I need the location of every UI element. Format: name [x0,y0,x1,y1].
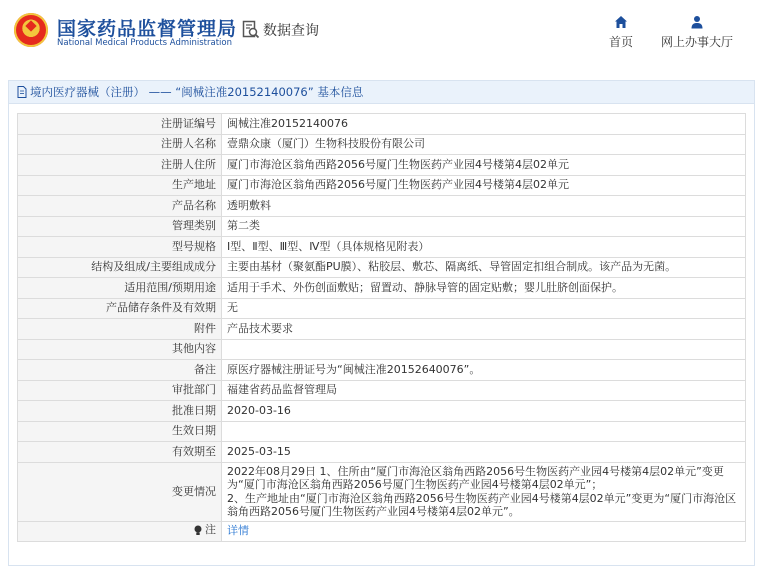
row-value: 产品技术要求 [222,319,746,340]
row-key: 有效期至 [18,442,222,463]
table-row [18,216,746,237]
row-key: 变更情况 [18,462,222,521]
note-key-cell [18,521,222,542]
user-icon [690,15,704,29]
info-panel [8,80,755,566]
detail-link[interactable]: 详情 [227,524,249,538]
table-row [18,401,746,422]
data-query-label: 数据查询 [263,23,319,39]
table-row [18,175,746,196]
info-table [17,113,746,542]
row-key: 产品名称 [18,196,222,217]
nav-home-label: 首页 [608,35,633,49]
row-value: 闽械注准20152140076 [222,114,746,135]
table-row [18,114,746,135]
table-row [18,380,746,401]
table-row [18,134,746,155]
row-value: Ⅰ型、Ⅱ型、Ⅲ型、Ⅳ型（具体规格见附表） [222,237,746,258]
table-row [18,421,746,442]
row-value: 无 [222,298,746,319]
bulb-icon [193,525,203,536]
breadcrumb-text: 境内医疗器械（注册） —— “闽械注准20152140076” 基本信息 [30,85,364,99]
row-key: 适用范围/预期用途 [18,278,222,299]
table-row [18,319,746,340]
row-key: 型号规格 [18,237,222,258]
row-value: 第二类 [222,216,746,237]
home-icon [614,15,628,29]
table-row [18,237,746,258]
row-key: 其他内容 [18,339,222,360]
row-value: 原医疗器械注册证号为“闽械注准20152640076”。 [222,360,746,381]
row-value: 福建省药品监督管理局 [222,380,746,401]
nav-online-office[interactable] [657,15,737,50]
row-key: 审批部门 [18,380,222,401]
row-key: 批准日期 [18,401,222,422]
table-row [18,298,746,319]
row-key: 注册证编号 [18,114,222,135]
data-query-link[interactable] [242,20,319,40]
row-value: 透明敷料 [222,196,746,217]
table-row [18,462,746,521]
row-value: 厦门市海沧区翁角西路2056号厦门生物医药产业园4号楼第4层02单元 [222,155,746,176]
row-key: 备注 [18,360,222,381]
row-value: 主要由基材（聚氨酯PU膜）、粘胶层、敷芯、隔离纸、导管固定扣组合制成。该产品为无菌。 [222,257,746,278]
emblem-logo[interactable] [14,13,48,47]
magnifier-document-icon [242,20,260,40]
site-header [0,0,761,70]
table-row [18,196,746,217]
table-row [18,257,746,278]
row-key: 附件 [18,319,222,340]
row-value: 适用于手术、外伤创面敷贴；留置动、静脉导管的固定贴敷；婴儿肚脐创面保护。 [222,278,746,299]
nav-home[interactable] [604,15,638,50]
row-value: 2025-03-15 [222,442,746,463]
table-row [18,155,746,176]
row-key: 生效日期 [18,421,222,442]
nav-online-office-label: 网上办事大厅 [660,35,733,49]
row-value: 厦门市海沧区翁角西路2056号厦门生物医药产业园4号楼第4层02单元 [222,175,746,196]
row-key: 注册人住所 [18,155,222,176]
table-row [18,442,746,463]
note-key: 注 [205,523,216,536]
document-icon [17,86,27,98]
row-value [222,339,746,360]
table-row [18,360,746,381]
row-value: 壹鼎众康（厦门）生物科技股份有限公司 [222,134,746,155]
table-row [18,278,746,299]
site-subtitle: National Medical Products Administration [57,38,232,48]
row-key: 生产地址 [18,175,222,196]
row-key: 管理类别 [18,216,222,237]
breadcrumb [9,81,754,104]
row-key: 结构及组成/主要组成成分 [18,257,222,278]
row-value [222,421,746,442]
table-row-note [18,521,746,542]
row-value: 2022年08月29日 1、住所由“厦门市海沧区翁角西路2056号生物医药产业园4号楼第4层02单元”变更为“厦门市海沧区翁角西路2056号厦门生物医药产业园4号楼第4层02单元”； 2、生产地址由“厦门市海沧区翁角西路2056号生物医药产业园4号楼第4层02单元”变更为“厦门市海沧区翁角西路2056号厦门生物医药产业园4号楼第4层02单元”。 [222,462,746,521]
table-row [18,339,746,360]
row-key: 注册人名称 [18,134,222,155]
note-value-cell [222,521,746,542]
row-key: 产品储存条件及有效期 [18,298,222,319]
row-value: 2020-03-16 [222,401,746,422]
site-title[interactable]: 国家药品监督管理局 [57,18,238,40]
